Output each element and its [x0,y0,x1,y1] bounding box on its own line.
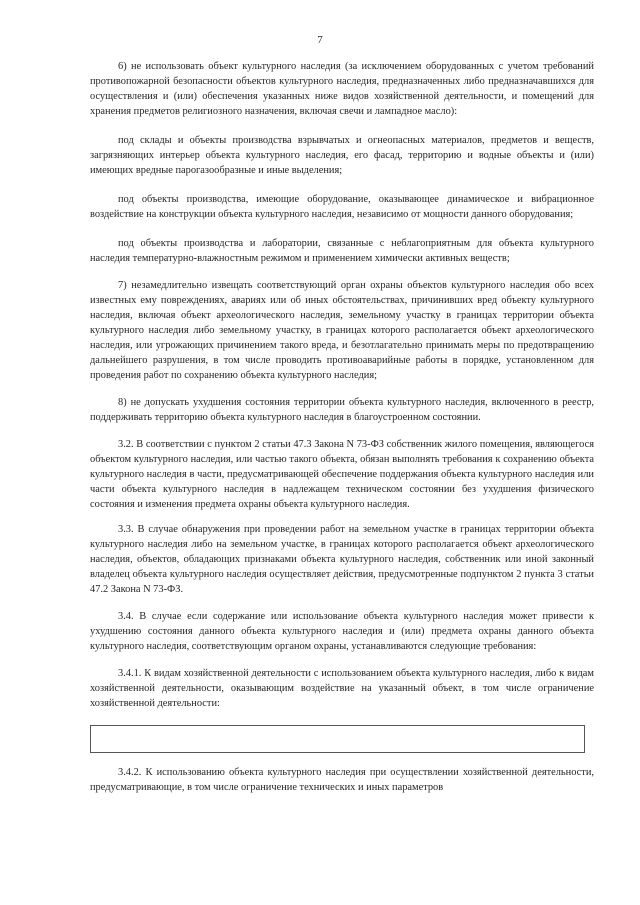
paragraph-3-3: 3.3. В случае обнаружения при проведении работ на земельном участке в границах территории объекта культурного наследия либо на земельном участке, в границах которого располагается объект археологического наследия, объектов, обладающих признаками объекта культурного наследия, собственник или иной законный владелец объекта культурного наследия осуществляет действия, предусмотренные подпунктом 2 пункта 3 статьи 47.2 Закона N 73-ФЗ. [90,524,594,595]
paragraph-laboratories: под объекты производства и лаборатории, связанные с неблагоприятным для объекта культурного наследия температурно-влажностным режимом и применением химически активных веществ; [90,238,594,264]
document-body [90,59,594,795]
page-number: 7 [317,34,323,46]
paragraph-3-2: 3.2. В соответствии с пунктом 2 статьи 47.3 Закона N 73-ФЗ собственник жилого помещения, являющегося объектом культурного наследия, или частью такого объекта, обязан выполнять требования к сохранению объекта культурного наследия в части, предусматривающей обеспечение поддержания объекта культурного наследия или части объекта культурного наследия в надлежащем техническом состоянии без ухудшения физического состояния и изменения предмета охраны объекта культурного наследия. [90,439,594,510]
paragraph-item-6: 6) не использовать объект культурного наследия (за исключением оборудованных с учетом требований противопожарной безопасности объектов культурного наследия, предназначенных либо предназначавшихся для осуществления и (или) обеспечения указанных ниже видов хозяйственной деятельности, и помещений для хранения предметов религиозного назначения, включая свечи и лампадное масло): [90,61,594,117]
paragraph-warehouses: под склады и объекты производства взрывчатых и огнеопасных материалов, предметов и веществ, загрязняющих интерьер объекта культурного наследия, его фасад, территорию и водные объекты и (или) имеющих вредные парогазообразные и иные выделения; [90,135,594,176]
paragraph-item-8: 8) не допускать ухудшения состояния территории объекта культурного наследия, включенного в реестр, поддерживать территорию объекта культурного наследия в благоустроенном состоянии. [90,397,594,423]
paragraph-3-4-2: 3.4.2. К использованию объекта культурного наследия при осуществлении хозяйственной деятельности, предусматривающие, в том числе ограничение технических и иных параметров [90,767,594,793]
paragraph-production-equipment: под объекты производства, имеющие оборудование, оказывающее динамическое и вибрационное воздействие на конструкции объекта культурного наследия, независимо от мощности данного оборудования; [90,194,594,220]
paragraph-3-4-1: 3.4.1. К видам хозяйственной деятельности с использованием объекта культурного наследия, либо к видам хозяйственной деятельности, оказывающим воздействие на указанный объект, в том числе ограничение хозяйственной деятельности: [90,668,594,709]
paragraph-3-4: 3.4. В случае если содержание или использование объекта культурного наследия может привести к ухудшению состояния данного объекта культурного наследия и (или) предмета охраны данного объекта культурного наследия, соответствующим органом охраны, устанавливаются следующие требования: [90,611,594,652]
blank-text-field[interactable] [90,725,585,753]
paragraph-item-7: 7) незамедлительно извещать соответствующий орган охраны объектов культурного наследия обо всех известных ему повреждениях, авариях или об иных обстоятельствах, причинивших вред объекту культурного наследия, включая объект археологического наследия, земельному участку в границах территории объекта культурного наследия либо земельному участку, в границах которого располагается объект археологического наследия, или угрожающих причинением такого вреда, и безотлагательно принимать меры по предотвращению дальнейшего разрушения, в том числе проводить противоаварийные работы в порядке, установленном для проведения работ по сохранению объекта культурного наследия; [90,280,594,381]
